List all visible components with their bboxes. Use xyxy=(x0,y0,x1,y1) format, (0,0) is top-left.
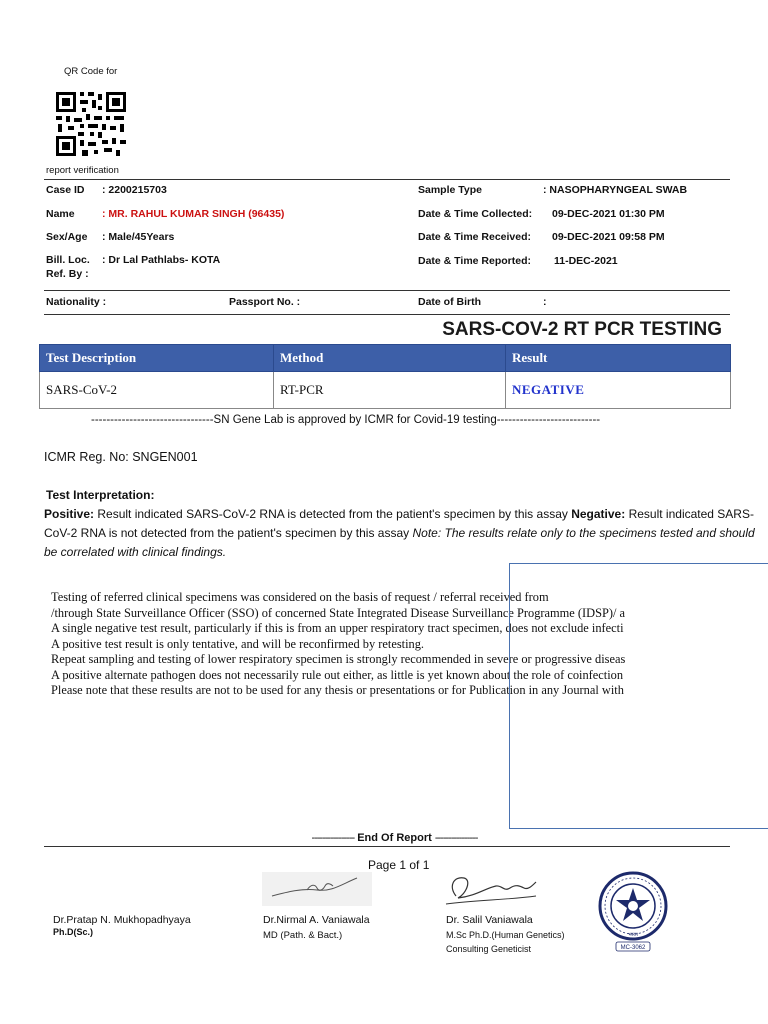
overlay-box[interactable] xyxy=(509,563,768,829)
qr-code-icon[interactable] xyxy=(54,90,128,158)
positive-label: Positive: xyxy=(44,507,95,521)
signatory-3-title: Consulting Geneticist xyxy=(446,944,532,954)
divider xyxy=(44,314,730,315)
note-line: A positive alternate pathogen does not necessarily rule out either, as little is yet known about the role of coinfection xyxy=(51,667,624,682)
signatory-3-name: Dr. Salil Vaniawala xyxy=(446,914,533,926)
table-row xyxy=(40,372,731,409)
note-text: results relate only to the specimens tested and should be correlated with clinical findings. xyxy=(44,526,755,559)
sample-type-label: Sample Type xyxy=(418,184,482,196)
nationality-label: Nationality : xyxy=(46,296,107,308)
page-info: Page 1 of 1 xyxy=(368,858,430,872)
ref-by-label: Ref. By : xyxy=(46,268,89,280)
note-line: Please note that these results are not to be used for any thesis or presentations or for Publication in any Journal with xyxy=(51,683,624,697)
case-id-label: Case ID xyxy=(46,184,85,196)
signatory-1-name: Dr.Pratap N. Mukhopadhyaya xyxy=(53,914,191,926)
header-test-description: Test Description xyxy=(40,345,274,372)
collected-value: 09-DEC-2021 01:30 PM xyxy=(552,208,665,220)
patient-name-value: : MR. RAHUL KUMAR SINGH (96435) xyxy=(102,208,285,220)
note-label: Note: The xyxy=(412,526,466,540)
end-of-report: ---------------- End Of Report ---------------- xyxy=(311,832,478,844)
sex-age-value: : Male/45Years xyxy=(102,231,175,243)
note-line: A positive test result is only tentative, and will be reconfirmed by retesting. xyxy=(51,636,425,651)
dob-colon: : xyxy=(543,296,547,308)
report-title: SARS-COV-2 RT PCR TESTING xyxy=(442,319,722,340)
header-result: Result xyxy=(506,345,731,372)
qr-caption-top: QR Code for xyxy=(64,66,118,77)
note-line: A single negative test result, particularly if this is from an upper respiratory tract specimen, does not exclude infecti xyxy=(51,621,624,635)
case-id-value: : 2200215703 xyxy=(102,184,167,196)
sex-age-label: Sex/Age xyxy=(46,231,88,243)
note-line: Testing of referred clinical specimens was considered on the basis of request / referral received from xyxy=(51,590,549,604)
cell-test-description: SARS-CoV-2 xyxy=(40,372,274,409)
signatory-3-degree: M.Sc Ph.D.(Human Genetics) xyxy=(446,930,565,940)
reported-label: Date & Time Reported: xyxy=(418,255,531,267)
sample-type-value: : NASOPHARYNGEAL SWAB xyxy=(543,184,688,196)
note-line: Repeat sampling and testing of lower respiratory specimen is strongly recommended in severe or progressive diseas xyxy=(51,652,626,666)
negative-label: Negative: xyxy=(571,507,626,521)
approval-line: --------------------------------SN Gene Lab is approved by ICMR for Covid-19 testing--------------------------- xyxy=(91,414,601,426)
signatory-2-degree: MD (Path. & Bact.) xyxy=(263,930,343,941)
header-method: Method xyxy=(274,345,506,372)
positive-text: Result indicated SARS-CoV-2 RNA is detected from the patient's specimen by this assay xyxy=(94,507,572,521)
cell-result: NEGATIVE xyxy=(506,372,731,409)
icmr-reg: ICMR Reg. No: SNGEN001 xyxy=(44,450,198,464)
interpretation-text xyxy=(44,505,760,562)
signature-salil-icon xyxy=(436,866,546,910)
divider xyxy=(44,179,730,180)
note-line: /through State Surveillance Officer (SSO) of concerned State Integrated Disease Surveillance Programme (IDSP)/ a xyxy=(51,605,626,620)
signatory-2-name: Dr.Nirmal A. Vaniawala xyxy=(263,914,370,926)
received-value: 09-DEC-2021 09:58 PM xyxy=(552,231,665,243)
divider xyxy=(44,846,730,847)
received-label: Date & Time Received: xyxy=(418,231,532,243)
passport-label: Passport No. : xyxy=(229,296,301,308)
collected-label: Date & Time Collected: xyxy=(418,208,533,220)
dob-label: Date of Birth xyxy=(418,296,481,308)
cell-method: RT-PCR xyxy=(274,372,506,409)
seal-hindi-text: भारत xyxy=(628,932,638,938)
bill-loc-label: Bill. Loc. xyxy=(46,254,90,266)
result-table xyxy=(39,344,731,409)
seal-code: MC-3062 xyxy=(620,945,646,951)
bill-loc-value: : Dr Lal Pathlabs- KOTA xyxy=(102,254,221,266)
qr-caption-bottom: report verification xyxy=(46,165,119,176)
signature-nirmal-icon xyxy=(262,866,372,906)
signatory-1-degree: Ph.D(Sc.) xyxy=(53,927,94,937)
nabl-seal-icon xyxy=(596,870,670,952)
interpretation-heading: Test Interpretation: xyxy=(46,488,155,502)
divider xyxy=(44,290,730,291)
negative-text: Result indicated SARS-CoV-2 RNA is not detected from the patient's specimen by this assay xyxy=(44,507,754,540)
reported-value: 11-DEC-2021 xyxy=(554,255,618,267)
name-label: Name xyxy=(46,208,75,220)
